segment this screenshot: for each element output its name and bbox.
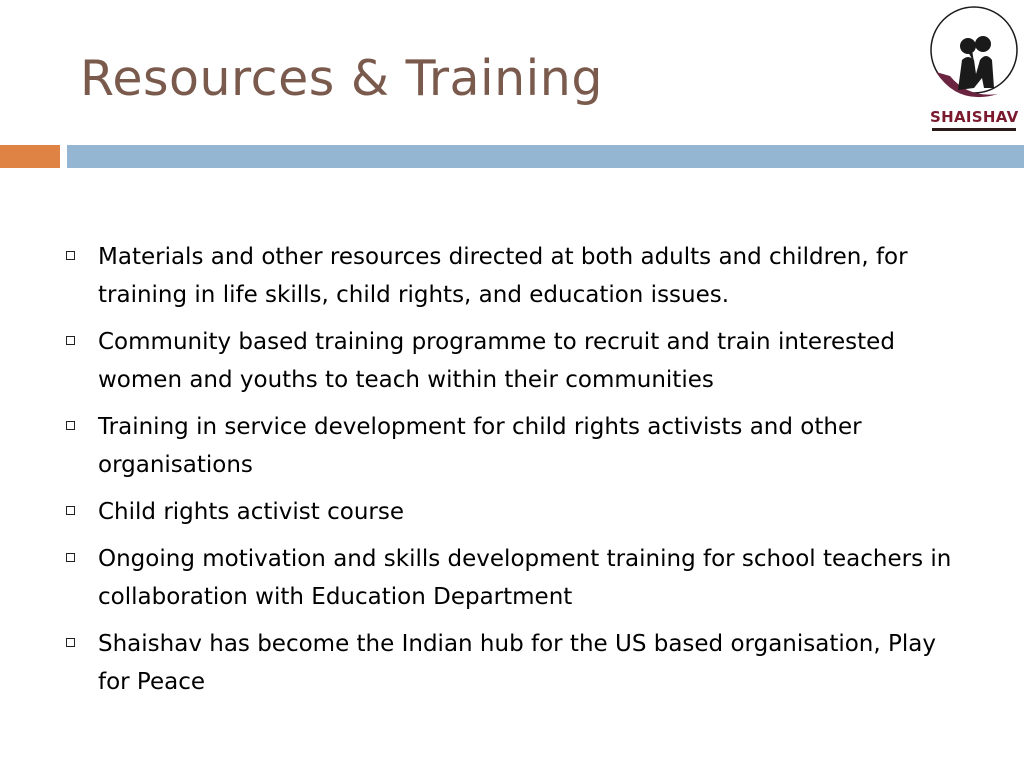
bullet-text: Ongoing motivation and skills development training for school teachers in collaboration with Education Department — [98, 546, 952, 610]
bullet-text: Community based training programme to recruit and train interested women and youths to teach within their communities — [98, 329, 895, 393]
bullet-text: Shaishav has become the Indian hub for the US based organisation, Play for Peace — [98, 631, 936, 695]
square-bullet-icon — [66, 251, 75, 260]
bullet-item — [66, 493, 966, 531]
children-sitting-on-moon-icon — [928, 2, 1018, 110]
bullet-item — [66, 540, 966, 616]
bullet-text: Materials and other resources directed at both adults and children, for training in life skills, child rights, and education issues. — [98, 244, 908, 308]
bullet-list — [66, 238, 966, 710]
bullet-text: Training in service development for child rights activists and other organisations — [98, 414, 862, 478]
square-bullet-icon — [66, 638, 75, 647]
square-bullet-icon — [66, 336, 75, 345]
bullet-item — [66, 323, 966, 399]
square-bullet-icon — [66, 506, 75, 515]
bullet-item — [66, 238, 966, 314]
square-bullet-icon — [66, 421, 75, 430]
bullet-item — [66, 408, 966, 484]
accent-bar-orange — [0, 145, 60, 168]
shaishav-logo — [928, 2, 1018, 134]
logo-wordmark: SHAISHAV — [930, 108, 1019, 126]
accent-bar-blue — [67, 145, 1024, 168]
bullet-item — [66, 625, 966, 701]
square-bullet-icon — [66, 553, 75, 562]
logo-underline — [932, 128, 1016, 131]
slide-title: Resources & Training — [80, 50, 603, 107]
bullet-text: Child rights activist course — [98, 499, 405, 525]
